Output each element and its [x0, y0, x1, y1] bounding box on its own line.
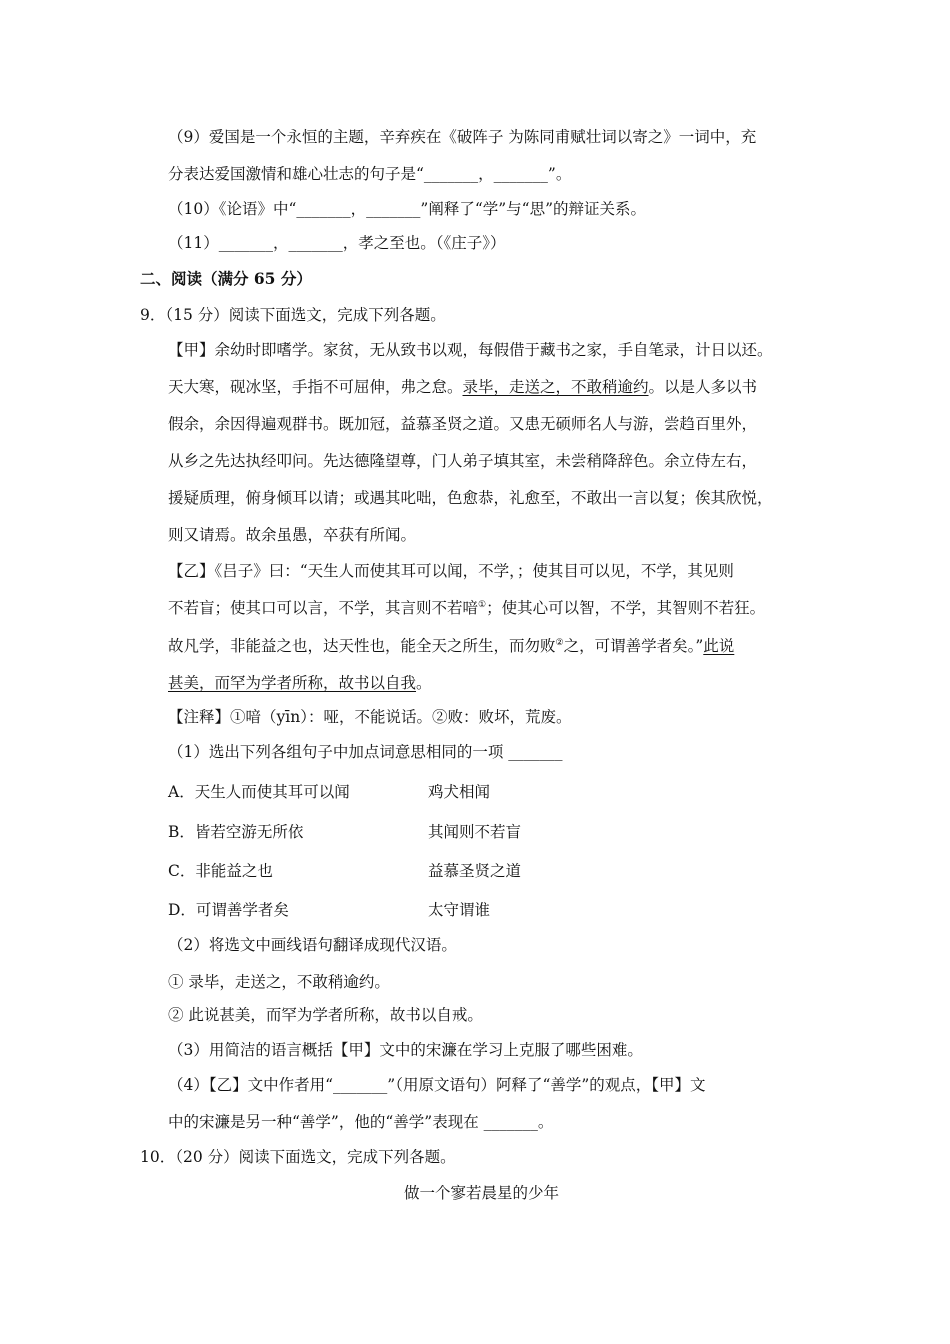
yi-line3-mid: 之，可谓善学者矣。”: [563, 637, 704, 655]
q9-sub4-line1: （4）【乙】文中作者用“_______”（用原文语句）阿释了“善学”的观点，【甲】文: [168, 1076, 706, 1094]
section-title-reading: 二、阅读（满分 65 分）: [140, 269, 312, 288]
option-b: [168, 822, 768, 842]
q9-sub4-line2: 中的宋濂是另一种“善学”，他的“善学”表现在 _______。: [168, 1113, 554, 1131]
option-d: [168, 900, 768, 920]
q8-item11: （11）_______，_______，孝之至也。（《庄子》）: [168, 234, 506, 252]
yi-line2-tail: ；使其心可以智，不学，其智则不若狂。: [486, 599, 766, 617]
option-c: [168, 861, 768, 881]
option-a-left: A．天生人而使其耳可以闻: [168, 783, 350, 801]
option-d-left: D．可谓善学者矣: [168, 901, 289, 919]
q8-item10: （10）《论语》中“_______，_______”阐释了“学”与“思”的辩证关系。: [168, 200, 647, 218]
jia-line1: 【甲】余幼时即嗜学。家贫，无从致书以观，每假借于藏书之家，手自笔录，计日以还。: [168, 341, 773, 359]
q9-sub3: （3）用简洁的语言概括【甲】文中的宋濂在学习上克服了哪些困难。: [168, 1041, 643, 1059]
option-a: [168, 782, 768, 802]
jia-line2-tail: 。以是人多以书: [648, 378, 758, 396]
jia-line2: [168, 377, 757, 397]
jia-line2-text: 天大寒，砚冰坚，手指不可屈伸，弗之怠。: [168, 378, 463, 396]
q8-item9-line2: 分表达爱国激情和雄心壮志的句子是“_______，_______”。: [168, 165, 572, 183]
jia-line5: 援疑质理，俯身倾耳以请；或遇其叱咄，色愈恭，礼愈至，不敢出一言以复；俟其欣悦，: [168, 489, 773, 507]
passage-title: 做一个寥若晨星的少年: [404, 1184, 560, 1202]
annotation-note: 【注释】①喑（yīn）：哑，不能说话。②败：败坏，荒废。: [168, 708, 572, 726]
option-c-right: 益慕圣贤之道: [428, 862, 522, 880]
q9-sub2-item1: ① 录毕，走送之，不敢稍逾约。: [168, 973, 390, 991]
q8-item9-line1: （9）爱国是一个永恒的主题，辛弃疾在《破阵子 为陈同甫赋壮词以寄之》一词中，充: [168, 128, 757, 146]
jia-line3: 假余，余因得遍观群书。既加冠，益慕圣贤之道。又患无硕师名人与游，尝趋百里外，: [168, 415, 758, 433]
yi-line3: [168, 636, 734, 656]
jia-underlined-sentence: 录毕，走送之，不敢稍逾约: [462, 378, 649, 396]
q10-heading: 10．（20 分）阅读下面选文，完成下列各题。: [140, 1148, 456, 1166]
yi-line4: [168, 673, 432, 693]
yi-underlined-start: 此说: [703, 637, 735, 655]
yi-underlined-sentence: 甚美，而罕为学者所称，故书以自我: [168, 674, 417, 692]
yi-line2-text: 不若盲；使其口可以言，不学，其言则不若喑: [168, 599, 479, 617]
yi-line1: 【乙】《吕子》曰：“天生人而使其耳可以闻，不学，；使其目可以见，不学，其见则: [168, 562, 734, 580]
yi-line2: [168, 598, 765, 618]
q9-sub2: （2）将选文中画线语句翻译成现代汉语。: [168, 936, 457, 954]
q9-sub2-item2: ② 此说甚美，而罕为学者所称，故书以自戒。: [168, 1006, 483, 1024]
jia-line6: 则又请焉。故余虽愚，卒获有所闻。: [168, 526, 417, 544]
yi-line4-tail: 。: [416, 674, 432, 692]
q9-sub1: （1）选出下列各组句子中加点词意思相同的一项 _______: [168, 743, 563, 761]
option-c-left: C．非能益之也: [168, 862, 273, 880]
option-d-right: 太守谓谁: [428, 901, 491, 919]
jia-line4: 从乡之先达执经叩问。先达德隆望尊，门人弟子填其室，未尝稍降辞色。余立侍左右，: [168, 452, 758, 470]
option-a-right: 鸡犬相闻: [428, 783, 491, 801]
yi-line3-text: 故凡学，非能益之也，达天性也，能全天之所生，而勿败: [168, 637, 556, 655]
q9-heading: 9．（15 分）阅读下面选文，完成下列各题。: [140, 306, 446, 324]
option-b-right: 其闻则不若盲: [428, 823, 522, 841]
footnote-mark-1: ①: [478, 600, 487, 610]
option-b-left: B．皆若空游无所依: [168, 823, 304, 841]
footnote-mark-2: ②: [555, 638, 564, 648]
